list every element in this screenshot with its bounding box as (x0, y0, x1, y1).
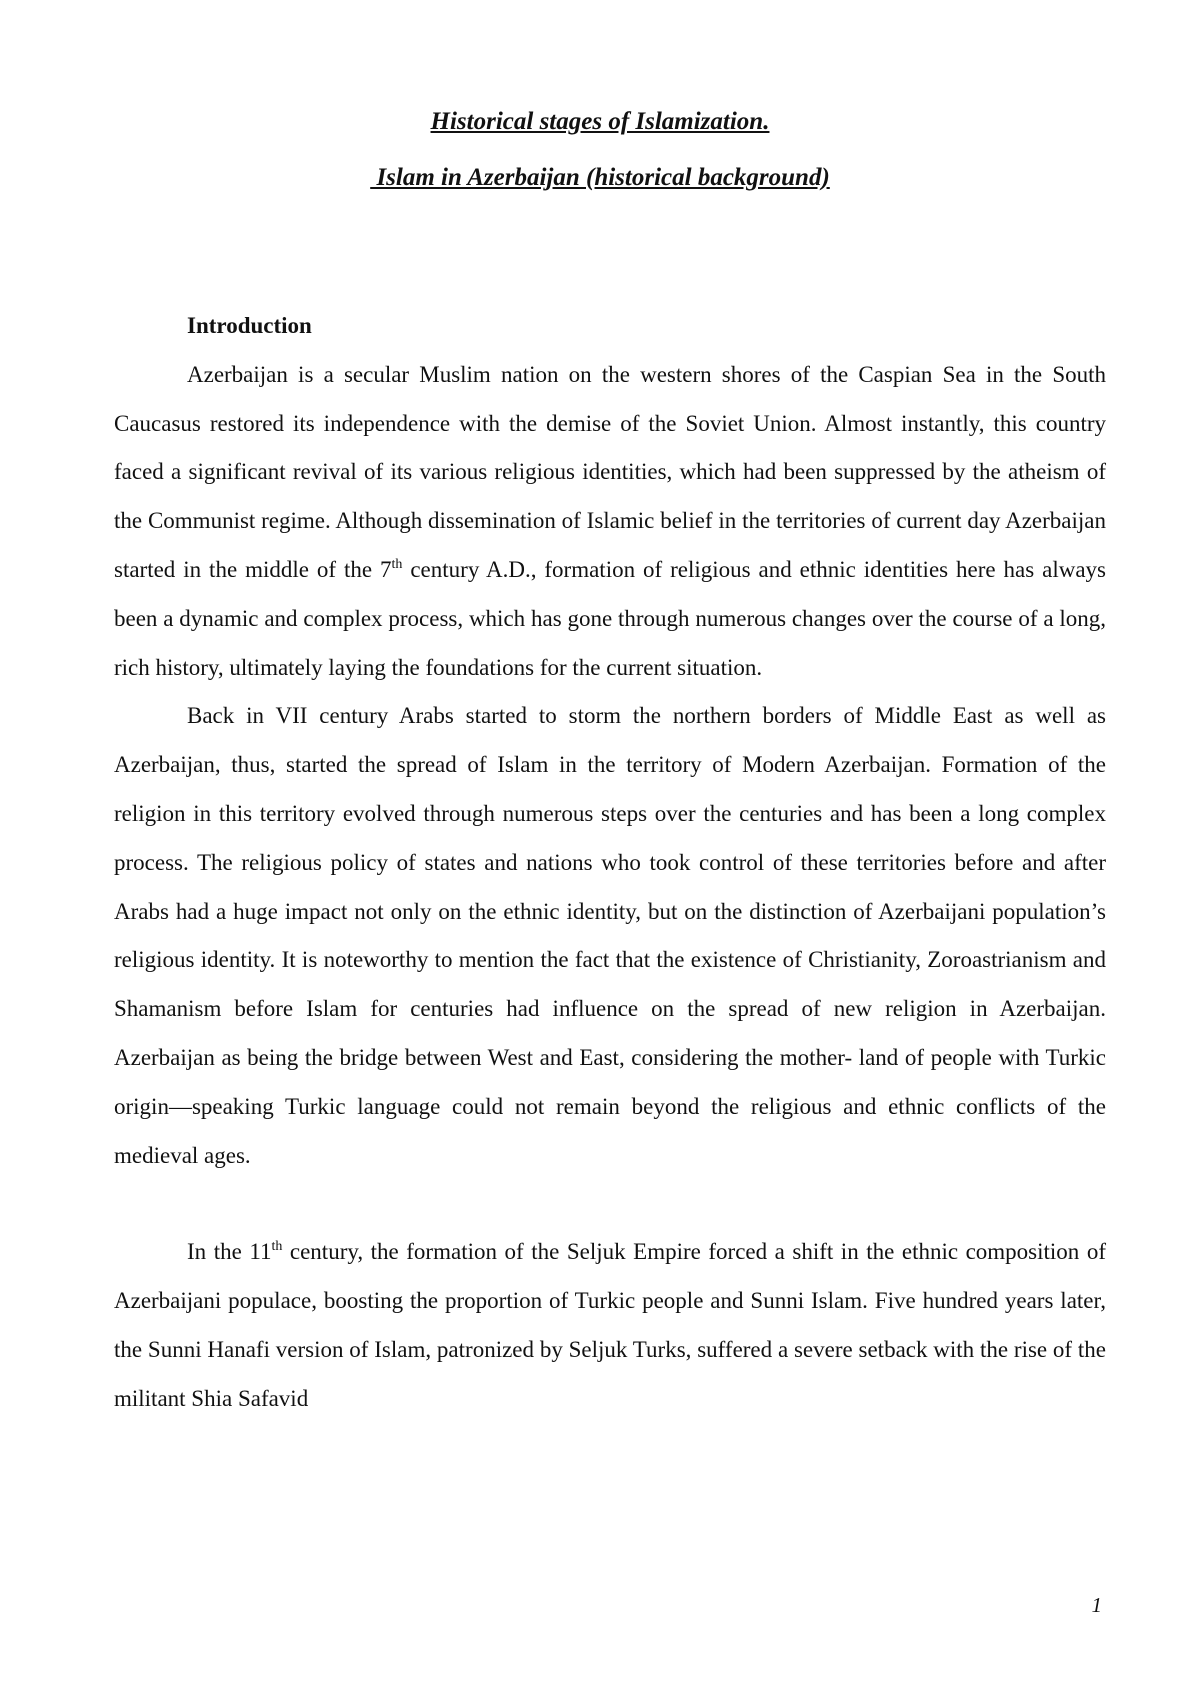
paragraph-3-superscript: th (271, 1239, 283, 1255)
paragraph-1-text-b: century A.D., formation of religious and ethnic identities here has always been a dynamic and complex process, which has gone through numerous changes over the course of a long, rich history, ultimately laying the foundations for the current situation. (114, 556, 1107, 680)
section-heading: Introduction (187, 313, 312, 338)
paragraph-3-text-b: century, the formation of the Seljuk Empire forced a shift in the ethnic composition of Azerbaijani populace, boosting the proportion of Turkic people and Sunni Islam. Five hundred years later, the Sunni Hanafi version of Islam, patronized by Seljuk Turks, suffered a severe setback with the rise of the militant Shia Safavid (114, 1239, 1106, 1411)
paragraph-1-superscript: th (391, 556, 403, 572)
paragraph-2: Back in VII century Arabs started to storm the northern borders of Middle East as well as Azerbaijan, thus, started the spread of Islam in the territory of Modern Azerbaijan. Formation of the religion in this territory evolved through numerous steps over the centuries and has been a long complex process. The religious policy of states and nations who took control of these territories before and after Arabs had a huge impact not only on the ethnic identity, but on the distinction of Azerbaijani population’s religious identity. It is noteworthy to mention the fact that the existence of Christianity, Zoroastrianism and Shamanism before Islam for centuries had influence on the spread of new religion in Azerbaijan. Azerbaijan as being the bridge between West and East, considering the mother- land of people with Turkic origin—speaking Turkic language could not remain beyond the religious and ethnic conflicts of the medieval ages. (114, 703, 1106, 1168)
paragraph-3-text-a: In the 11 (187, 1239, 272, 1265)
paragraph-1 (114, 351, 1106, 693)
title-line-1: Historical stages of Islamization. (430, 108, 770, 135)
paragraph-3 (114, 1228, 1106, 1423)
page-number: 1 (1091, 1593, 1102, 1617)
document-body (114, 302, 1106, 1424)
paragraph-1-text-a: Azerbaijan is a secular Muslim nation on the western shores of the Caspian Sea in the South Caucasus restored its independence with the demise of the Soviet Union. Almost instantly, this country faced a significant revival of its various religious identities, which had been suppressed by the atheism of the Communist regime. Although dissemination of Islamic belief in the territories of current day Azerbaijan started in the middle of the 7 (114, 361, 1106, 582)
document-title (0, 94, 1200, 206)
title-line-2: Islam in Azerbaijan (historical background) (370, 164, 830, 191)
